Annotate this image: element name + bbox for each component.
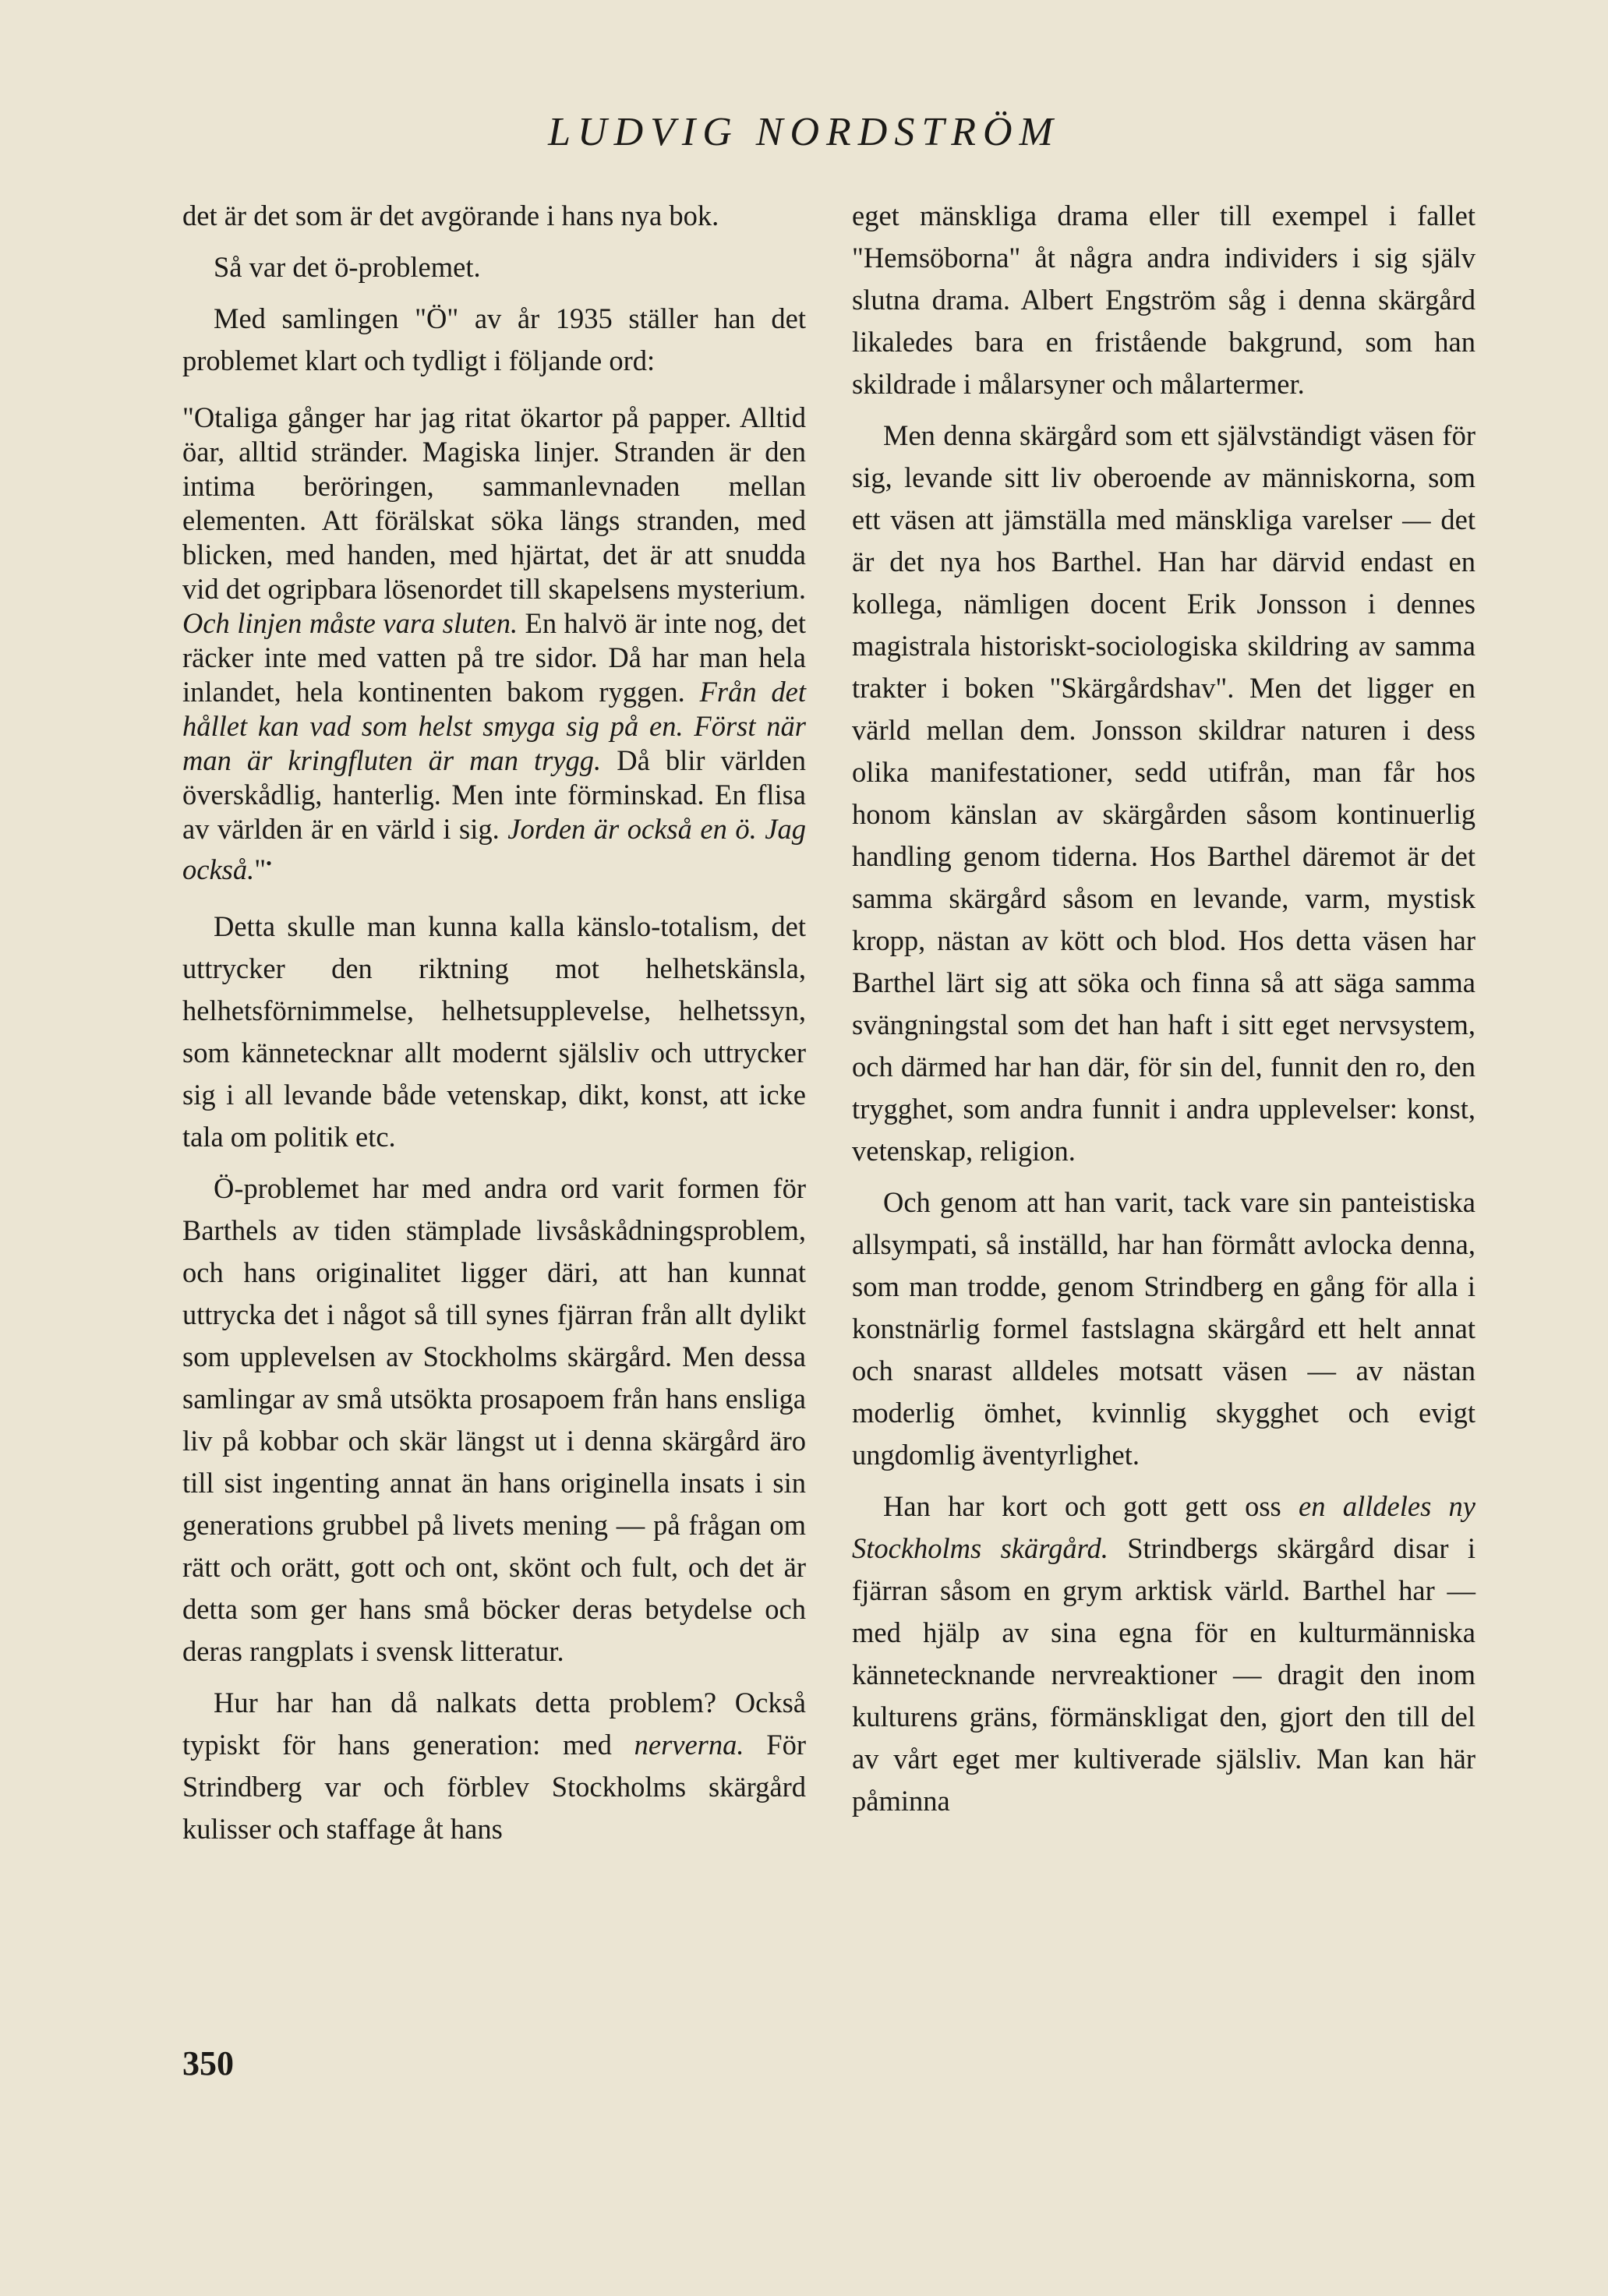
paragraph: Men denna skärgård som ett självständigt väsen för sig, levande sitt liv oberoende av människorna, som ett väsen att jämställa med mänskliga varelser — det är det nya hos Barthel. Han har därvid endast en kollega, nämligen docent Erik Jonsson i dennes magistrala historiskt-sociologiska skildring av samma trakter i boken "Skärgårdshav". Men det ligger en värld mellan dem. Jonsson skildrar naturen i dess olika manifestationer, sedd utifrån, man får hos honom känslan av skärgården såsom kontinuerlig handling genom tiderna. Hos Barthel däremot är det samma skärgård såsom en levande, varm, mystisk kropp, nästan av kött och blod. Hos detta väsen har Barthel lärt sig att söka och finna så att säga samma svängningstal som det han haft i sitt eget nervsystem, och därmed har han där, för sin del, funnit den ro, den trygghet, som andra funnit i andra upplevelser: konst, vetenskap, religion.	[852, 419, 1475, 1167]
italic-text: nerverna.	[634, 1729, 744, 1761]
paragraph: eget mänskliga drama eller till exempel i fallet "Hemsöborna" åt några andra individers i sig själv slutna drama. Albert Engström såg i denna skärgård likaledes bara en fristående bakgrund, som han skildrade i målarsyner och målartermer.	[852, 200, 1475, 400]
paragraph: Och genom att han varit, tack vare sin panteistiska allsympati, så inställd, har han förmått avlocka denna, som man trodde, genom Strindberg en gång för alla i konstnärlig formel fastslagna skärgård ett helt annat och snarast alldeles motsatt väsen — av nästan moderlig ömhet, kvinnlig skygghet och evigt ungdomlig äventyrlighet.	[852, 1186, 1475, 1471]
running-header: LUDVIG NORDSTRÖM	[548, 110, 1060, 154]
paragraph-text: Strindbergs skärgård disar i fjärran såsom en grym arktisk värld. Barthel har — med hjälp av sina egna för en kulturmänniska kännetecknande nervreaktioner — dragit den inom kulturens gräns, förmänskligat den, gjort den till del av vårt eget mer kultiverade själsliv. Man kan här påminna	[852, 1532, 1476, 1817]
paragraph-text: För Strindberg var och förblev Stockholms skärgård kulisser och staffage åt hans	[182, 1729, 806, 1846]
paragraph: Detta skulle man kunna kalla känslo-totalism, det uttrycker den riktning mot helhetskänsla, helhetsförnimmelse, helhetsupplevelse, helhetssyn, som kännetecknar allt modernt själsliv och uttrycker sig i all levande både vetenskap, dikt, konst, att icke tala om politik etc.	[182, 910, 806, 1153]
quote-text: "Otaliga gånger har jag ritat ökartor på papper. Alltid öar, alltid stränder. Magiska linjer. Stranden är den intima beröringen, sammanlevnaden mellan elementen. Att förälskat söka längs stranden, med blicken, med handen, med hjärtat, det är att snudda vid det ogripbara lösenordet till skapelsens mysterium.	[182, 401, 806, 605]
quote-italic-text: Och linjen måste vara sluten.	[182, 607, 518, 639]
page-number: 350	[182, 2044, 234, 2082]
paragraph	[852, 1485, 1475, 1822]
paragraph: Med samlingen "Ö" av år 1935 ställer han det problemet klart och tydligt i följande ord:	[182, 302, 806, 376]
paragraph	[182, 1682, 806, 1850]
left-column	[182, 195, 806, 1860]
quote-text: En halvö är inte nog, det räcker inte med vatten på tre sidor. Då har man hela inlandet, hela kontinenten bakom ryggen.	[182, 607, 806, 708]
paragraph: Så var det ö-problemet.	[214, 251, 481, 283]
quote-italic-text: Jorden är också en ö. Jag också.	[182, 813, 806, 886]
footnote-marker: •	[266, 853, 272, 873]
quote-italic-text: Från det hållet kan vad som helst smyga sig på en. Först när man är kringfluten är man trygg.	[182, 676, 806, 776]
paragraph: det är det som är det avgörande i hans nya bok.	[182, 200, 719, 231]
paragraph: Ö-problemet har med andra ord varit formen för Barthels av tiden stämplade livsåskådningsproblem, och hans originalitet ligger däri, att han kunnat uttrycka det i något så till synes fjärran från allt dylikt som upplevelsen av Stockholms skärgård. Men dessa samlingar av små utsökta prosapoem från hans ensliga liv på kobbar och skär längst ut i denna skärgård äro till sist ingenting annat än hans originella insats i sin generations grubbel på livets mening — på frågan om rätt och orätt, gott och ont, skönt och fult, och det är detta som ger hans små böcker deras betydelse och deras rangplats i svensk litteratur.	[182, 1172, 806, 1668]
quote-close: "	[254, 853, 267, 886]
paragraph-text: Han har kort och gott gett oss	[883, 1490, 1299, 1522]
block-quote	[182, 401, 806, 887]
paragraph-text: Hur har han då nalkats detta problem? Också typiskt för hans generation: med	[182, 1687, 806, 1761]
italic-text: en alldeles ny Stockholms skärgård.	[852, 1490, 1475, 1564]
quote-text: Då blir världen överskådlig, hanterlig. Men inte förminskad. En flisa av världen är en värld i sig.	[182, 744, 806, 845]
right-column	[852, 195, 1475, 1832]
